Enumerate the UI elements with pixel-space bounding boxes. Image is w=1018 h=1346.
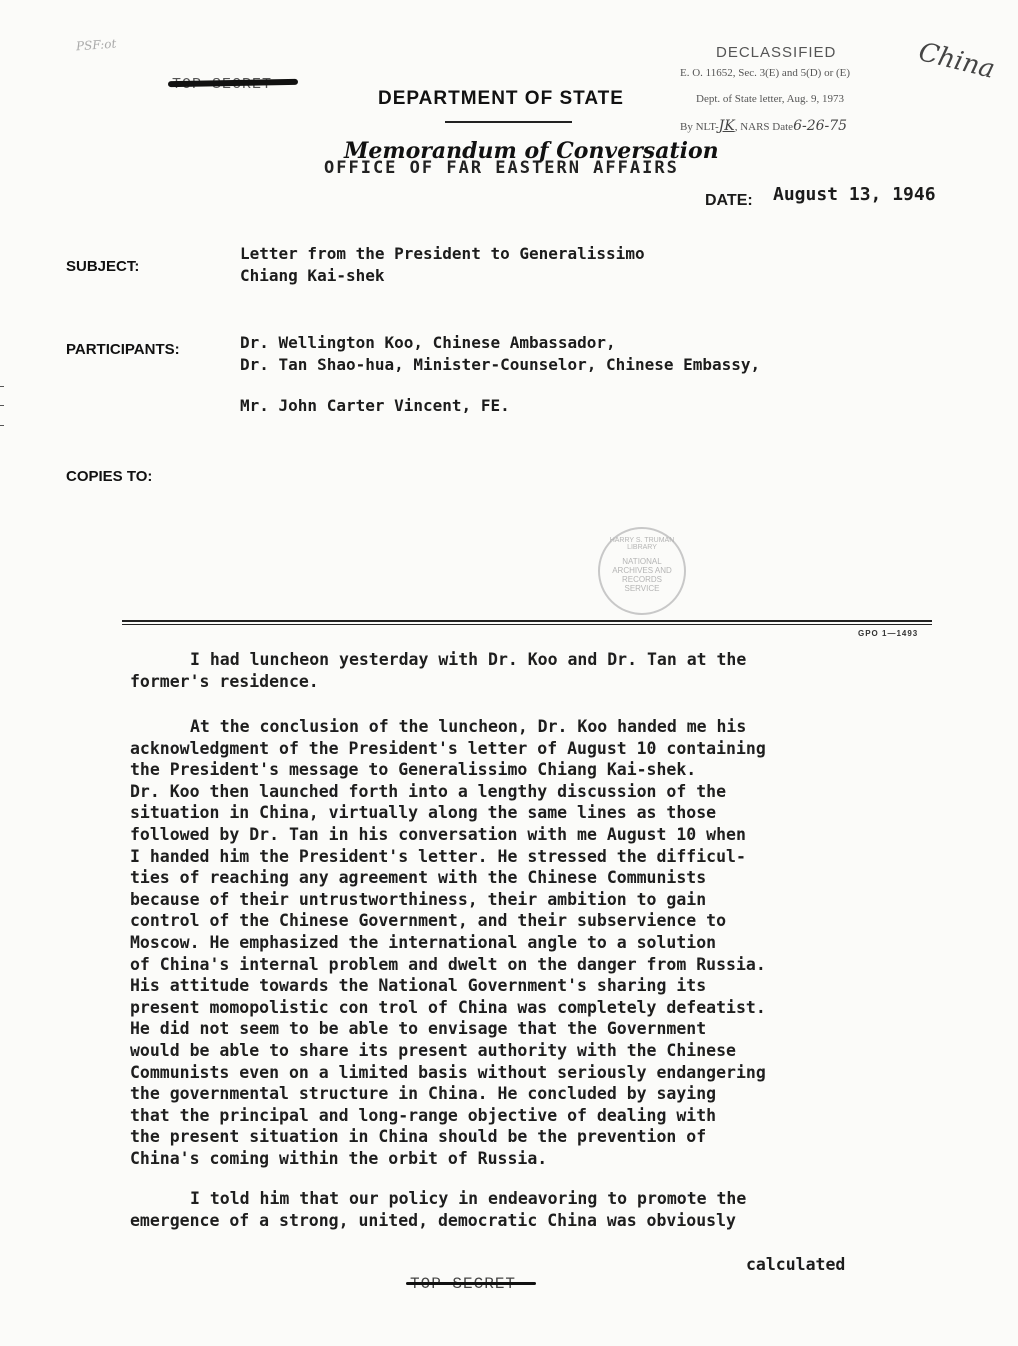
body-line: situation in China, virtually along the same lines as those — [130, 803, 717, 823]
declassified-by-prefix: By NLT- — [680, 121, 719, 133]
body-line: I told him that our policy in endeavoring to promote the — [190, 1189, 747, 1208]
participant-1: Dr. Wellington Koo, Chinese Ambassador, — [240, 333, 616, 352]
subject-line-1: Letter from the President to Generalissimo — [240, 244, 645, 263]
declassified-initials: JK — [718, 118, 735, 134]
declassified-authority-line: E. O. 11652, Sec. 3(E) and 5(D) or (E) — [680, 67, 851, 79]
body-paragraph-2 — [130, 716, 930, 1169]
stamp-line-1: HARRY S. TRUMAN LIBRARY — [609, 537, 675, 551]
subject-line-2: Chiang Kai-shek — [240, 266, 385, 285]
body-line: He did not seem to be able to envisage that the Government — [130, 1019, 707, 1039]
body-line: emergence of a strong, united, democratic China was obviously — [130, 1210, 736, 1230]
body-line: because of their untrustworthiness, their ambition to gain — [130, 889, 707, 909]
body-line: acknowledgment of the President's letter of August 10 containing — [130, 738, 766, 758]
date-value: August 13, 1946 — [773, 184, 936, 205]
edge-tick — [0, 425, 4, 426]
body-line: China's coming within the orbit of Russia. — [130, 1148, 548, 1168]
stamp-line-3: ARCHIVES AND — [612, 566, 672, 575]
body-line: the governmental structure in China. He concluded by saying — [130, 1084, 717, 1104]
body-line: I handed him the President's letter. He stressed the difficul- — [130, 846, 746, 866]
body-line: Dr. Koo then launched forth into a lengthy discussion of the — [130, 781, 727, 801]
top-secret-strikeout-top — [168, 79, 298, 87]
body-line: ties of reaching any agreement with the Chinese Communists — [130, 868, 707, 888]
copies-to-label: COPIES TO: — [66, 468, 153, 485]
body-line: present momopolistic con trol of China was completely defeatist. — [130, 997, 766, 1017]
heading-underline — [445, 121, 572, 123]
body-line: His attitude towards the National Government's sharing its — [130, 976, 707, 996]
body-line: Communists even on a limited basis without seriously endangering — [130, 1062, 766, 1082]
body-line: the present situation in China should be the prevention of — [130, 1127, 707, 1147]
participant-3: Mr. John Carter Vincent, FE. — [240, 396, 510, 415]
edge-tick — [0, 405, 4, 406]
body-line: At the conclusion of the luncheon, Dr. Koo handed me his — [190, 717, 747, 736]
archive-seal-stamp — [598, 527, 686, 615]
stamp-line-5: SERVICE — [624, 584, 660, 593]
body-paragraph-1 — [130, 649, 930, 692]
declassified-letter-line: Dept. of State letter, Aug. 9, 1973 — [696, 93, 845, 105]
body-line: of China's internal problem and dwelt on the danger from Russia. — [130, 954, 766, 974]
separator-rule-bottom — [122, 624, 932, 625]
body-line: Moscow. He emphasized the international angle to a solution — [130, 932, 717, 952]
declassified-stamp-title: DECLASSIFIED — [716, 44, 837, 61]
memo-title: Memorandum of Conversation — [344, 138, 719, 164]
declassified-date: 6-26-75 — [793, 118, 848, 134]
stamp-line-4: RECORDS — [621, 575, 662, 584]
continuation-word: calculated — [746, 1255, 846, 1274]
declassified-nars-label: , NARS Date — [734, 121, 794, 133]
participants-label: PARTICIPANTS: — [66, 341, 180, 358]
stamp-line-2: NATIONAL — [622, 557, 662, 566]
body-line: would be able to share its present authority with the Chinese — [130, 1040, 736, 1060]
top-secret-strikeout-bottom — [406, 1282, 536, 1285]
participant-2: Dr. Tan Shao-hua, Minister-Counselor, Chinese Embassy, — [240, 355, 761, 374]
body-line: control of the Chinese Government, and their subservience to — [130, 911, 727, 931]
body-line: I had luncheon yesterday with Dr. Koo and Dr. Tan at the — [190, 650, 747, 669]
body-line: that the principal and long-range objective of dealing with — [130, 1105, 717, 1125]
body-line: the President's message to Generalissimo Chiang Kai-shek. — [130, 760, 697, 780]
edge-tick — [0, 386, 4, 387]
body-line: former's residence. — [130, 671, 319, 691]
department-heading: DEPARTMENT OF STATE — [378, 88, 624, 109]
office-heading: OFFICE OF FAR EASTERN AFFAIRS — [324, 158, 679, 178]
declassified-signoff-line — [680, 118, 847, 134]
date-label: DATE: — [705, 192, 753, 209]
body-line: followed by Dr. Tan in his conversation with me August 10 when — [130, 824, 746, 844]
corner-pencil-note: PSF:ot — [75, 36, 117, 54]
body-paragraph-3 — [130, 1188, 930, 1231]
separator-rule-top — [122, 620, 932, 622]
subject-label: SUBJECT: — [66, 258, 140, 275]
handwritten-china-note: China — [915, 37, 998, 85]
form-code: GPO 1—1493 — [858, 629, 919, 638]
